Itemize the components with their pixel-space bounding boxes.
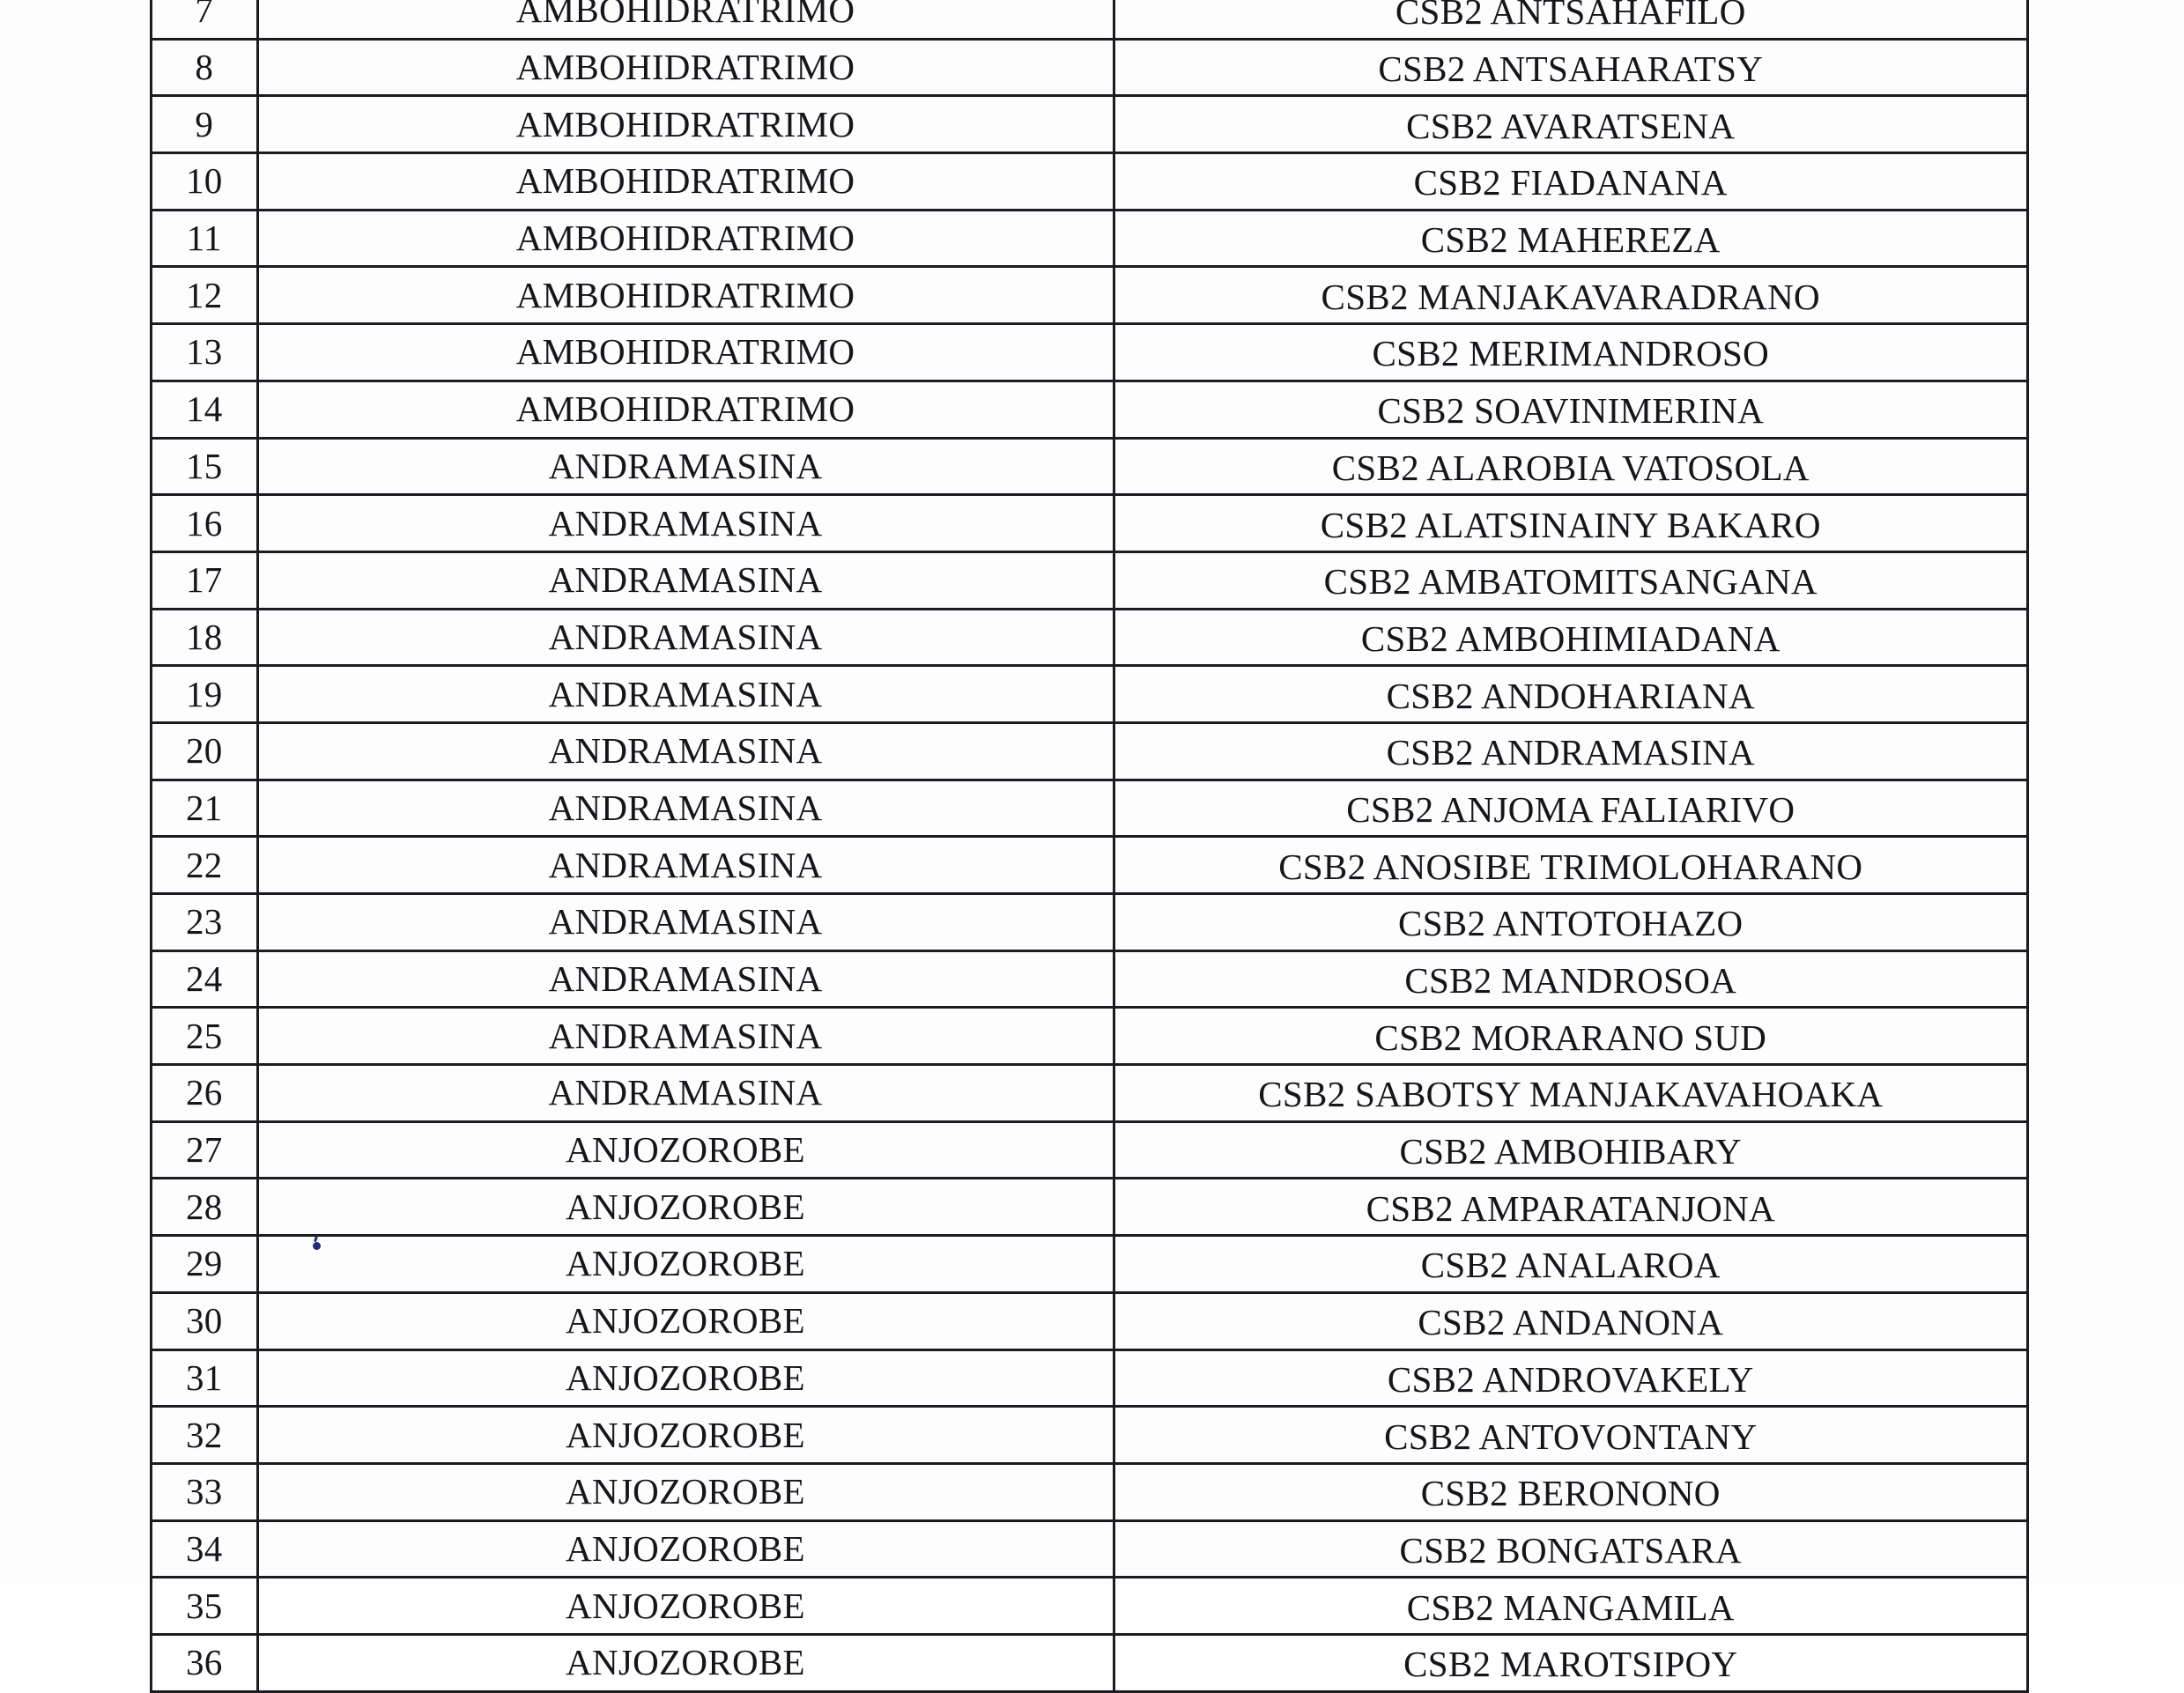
row-number-cell: 33: [152, 1463, 257, 1520]
district-cell: ANDRAMASINA: [257, 438, 1114, 495]
csb-name-cell: CSB2 MAROTSIPOY: [1114, 1634, 2026, 1691]
district-cell: ANJOZOROBE: [257, 1236, 1114, 1293]
row-number-cell: 21: [152, 780, 257, 837]
table-row: [152, 324, 2026, 381]
table-row: [152, 1520, 2026, 1578]
csb-name-cell: CSB2 ANALAROA: [1114, 1236, 2026, 1293]
table-row: [152, 609, 2026, 666]
row-number-cell: 23: [152, 894, 257, 951]
table-row: [152, 837, 2026, 894]
csb-name-cell: CSB2 MANDROSOA: [1114, 950, 2026, 1008]
csb-name-cell: CSB2 BONGATSARA: [1114, 1520, 2026, 1578]
row-number-cell: 13: [152, 324, 257, 381]
table-row: [152, 551, 2026, 609]
district-cell: AMBOHIDRATRIMO: [257, 39, 1114, 96]
csb-name-cell: CSB2 ALAROBIA VATOSOLA: [1114, 438, 2026, 495]
district-cell: ANJOZOROBE: [257, 1121, 1114, 1179]
district-cell: ANDRAMASINA: [257, 837, 1114, 894]
row-number-cell: 17: [152, 551, 257, 609]
csb-name-cell: CSB2 ANOSIBE TRIMOLOHARANO: [1114, 837, 2026, 894]
district-cell: ANDRAMASINA: [257, 495, 1114, 552]
ink-mark: [313, 1242, 321, 1250]
district-cell: ANJOZOROBE: [257, 1349, 1114, 1407]
district-cell: AMBOHIDRATRIMO: [257, 210, 1114, 267]
csb-name-cell: CSB2 AMBATOMITSANGANA: [1114, 551, 2026, 609]
table-row: [152, 1065, 2026, 1122]
csb-name-cell: CSB2 AVARATSENA: [1114, 96, 2026, 153]
district-cell: ANJOZOROBE: [257, 1292, 1114, 1349]
row-number-cell: 14: [152, 381, 257, 438]
row-number-cell: 28: [152, 1179, 257, 1236]
row-number-cell: 19: [152, 666, 257, 723]
row-number-cell: 35: [152, 1578, 257, 1635]
table-row: [152, 1349, 2026, 1407]
table-row: [152, 722, 2026, 780]
district-cell: ANDRAMASINA: [257, 780, 1114, 837]
district-cell: AMBOHIDRATRIMO: [257, 267, 1114, 324]
csb-name-cell: CSB2 AMBOHIMIADANA: [1114, 609, 2026, 666]
district-cell: AMBOHIDRATRIMO: [257, 381, 1114, 438]
table-row: [152, 1008, 2026, 1065]
district-cell: ANDRAMASINA: [257, 894, 1114, 951]
row-number-cell: 15: [152, 438, 257, 495]
csb-name-cell: CSB2 ANJOMA FALIARIVO: [1114, 780, 2026, 837]
csb-name-cell: CSB2 AMPARATANJONA: [1114, 1179, 2026, 1236]
table-row: [152, 1121, 2026, 1179]
csb-name-cell: CSB2 MAHEREZA: [1114, 210, 2026, 267]
district-cell: AMBOHIDRATRIMO: [257, 153, 1114, 211]
row-number-cell: 36: [152, 1634, 257, 1691]
row-number-cell: 31: [152, 1349, 257, 1407]
table-row: [152, 1634, 2026, 1691]
csb-name-cell: CSB2 ANTSAHAFILO: [1114, 0, 2026, 39]
row-number-cell: 10: [152, 153, 257, 211]
district-cell: ANDRAMASINA: [257, 722, 1114, 780]
table-row: [152, 153, 2026, 211]
csb-name-cell: CSB2 BERONONO: [1114, 1463, 2026, 1520]
district-cell: AMBOHIDRATRIMO: [257, 0, 1114, 39]
district-cell: ANDRAMASINA: [257, 609, 1114, 666]
district-cell: ANJOZOROBE: [257, 1634, 1114, 1691]
row-number-cell: 26: [152, 1065, 257, 1122]
csb-name-cell: CSB2 MORARANO SUD: [1114, 1008, 2026, 1065]
district-cell: ANDRAMASINA: [257, 950, 1114, 1008]
table-row: [152, 267, 2026, 324]
csb-name-cell: CSB2 ANDOHARIANA: [1114, 666, 2026, 723]
row-number-cell: 8: [152, 39, 257, 96]
district-cell: ANJOZOROBE: [257, 1179, 1114, 1236]
csb-name-cell: CSB2 MANJAKAVARADRANO: [1114, 267, 2026, 324]
district-cell: ANJOZOROBE: [257, 1520, 1114, 1578]
row-number-cell: 20: [152, 722, 257, 780]
row-number-cell: 16: [152, 495, 257, 552]
csb-name-cell: CSB2 ANTSAHARATSY: [1114, 39, 2026, 96]
csb-name-cell: CSB2 AMBOHIBARY: [1114, 1121, 2026, 1179]
csb-name-cell: CSB2 ANDANONA: [1114, 1292, 2026, 1349]
table-row: [152, 780, 2026, 837]
table-row: [152, 1179, 2026, 1236]
csb-name-cell: CSB2 ALATSINAINY BAKARO: [1114, 495, 2026, 552]
row-number-cell: 30: [152, 1292, 257, 1349]
row-number-cell: 24: [152, 950, 257, 1008]
row-number-cell: 25: [152, 1008, 257, 1065]
table-row: [152, 495, 2026, 552]
district-cell: ANDRAMASINA: [257, 666, 1114, 723]
table-row: [152, 1578, 2026, 1635]
table-body: [152, 0, 2026, 1691]
district-cell: ANJOZOROBE: [257, 1463, 1114, 1520]
district-cell: ANDRAMASINA: [257, 1065, 1114, 1122]
csb-table: [152, 0, 2026, 1693]
csb-name-cell: CSB2 SOAVINIMERINA: [1114, 381, 2026, 438]
csb-name-cell: CSB2 SABOTSY MANJAKAVAHOAKA: [1114, 1065, 2026, 1122]
table-row: [152, 1463, 2026, 1520]
district-cell: AMBOHIDRATRIMO: [257, 96, 1114, 153]
csb-name-cell: CSB2 ANDRAMASINA: [1114, 722, 2026, 780]
district-cell: ANDRAMASINA: [257, 1008, 1114, 1065]
table-row: [152, 1292, 2026, 1349]
table-frame: [150, 0, 2029, 1693]
row-number-cell: 34: [152, 1520, 257, 1578]
row-number-cell: 29: [152, 1236, 257, 1293]
table-row: [152, 1236, 2026, 1293]
row-number-cell: 27: [152, 1121, 257, 1179]
csb-name-cell: CSB2 ANDROVAKELY: [1114, 1349, 2026, 1407]
district-cell: ANJOZOROBE: [257, 1578, 1114, 1635]
csb-name-cell: CSB2 MERIMANDROSO: [1114, 324, 2026, 381]
csb-name-cell: CSB2 ANTOVONTANY: [1114, 1407, 2026, 1464]
table-row: [152, 1407, 2026, 1464]
district-cell: ANDRAMASINA: [257, 551, 1114, 609]
table-row: [152, 950, 2026, 1008]
table-row: [152, 210, 2026, 267]
csb-name-cell: CSB2 FIADANANA: [1114, 153, 2026, 211]
csb-name-cell: CSB2 ANTOTOHAZO: [1114, 894, 2026, 951]
row-number-cell: 22: [152, 837, 257, 894]
table-row: [152, 381, 2026, 438]
row-number-cell: 9: [152, 96, 257, 153]
table-row: [152, 39, 2026, 96]
row-number-cell: 11: [152, 210, 257, 267]
district-cell: AMBOHIDRATRIMO: [257, 324, 1114, 381]
table-row: [152, 438, 2026, 495]
csb-name-cell: CSB2 MANGAMILA: [1114, 1578, 2026, 1635]
district-cell: ANJOZOROBE: [257, 1407, 1114, 1464]
table-row: [152, 96, 2026, 153]
row-number-cell: 12: [152, 267, 257, 324]
row-number-cell: 18: [152, 609, 257, 666]
table-row: [152, 894, 2026, 951]
table-row: [152, 666, 2026, 723]
table-row: [152, 0, 2026, 39]
row-number-cell: 7: [152, 0, 257, 39]
row-number-cell: 32: [152, 1407, 257, 1464]
